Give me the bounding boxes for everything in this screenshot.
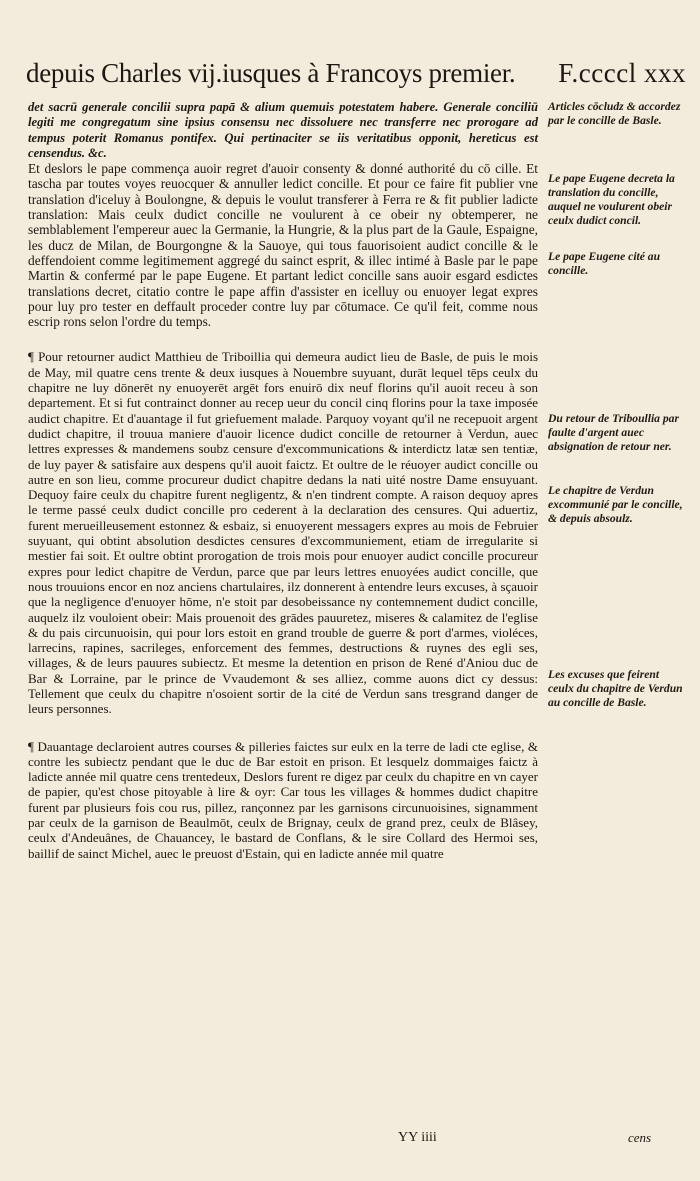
margin-note-return: Du retour de Triboullia par faulte d'argent auec absignation de retour ner. xyxy=(548,412,679,453)
signature-mark: YY iiii xyxy=(398,1130,437,1145)
paragraph-pilleries: ¶ Dauantage declaroient autres courses & pilleries faictes sur eulx en la terre de ladi cte eglise, & contre les subiectz pendant que le duc de Bar estoit en prison. Et lesquelz dommaiges faictz à ladicte année mil quatre cens trentedeux, Deslors furent re digez par ceulx du chapitre en vn cayer de papier, qu'est chose pitoyable à lire & oyr: Car tous les villages & hommes dudict chapitre furent par plusieurs fois cou rus, pillez, rançonnez par les garnisons circunuoisines, signamment par ceulx de la garnison de Beaulmōt, ceulx de Brignay, ceulx de grand prez, ceulx de Blâsey, ceulx d'Andeuânes, de Chauancey, le bastard de Conflans, & le sire Collard des Hermoi ses, baillif de sainct Michel, auec le preuost d'Estain, qui en ladicte année mil quatre xyxy=(28,738,539,861)
margin-note-excommunication: Le chapitre de Verdun excommunié par le concille, & depuis absoulz. xyxy=(548,484,683,525)
margin-note-excuses: Les excuses que feirent ceulx du chapitre de Verdun au concille de Basle. xyxy=(548,668,683,709)
latin-quotation: det sacrū generale concilii supra papā & alium quemuis potestatem habere. Generale conciliū legiti me congregatum sine ipsius consensu nec dissoluere nec transferre nec prorogare ad tempus poterit Romanus pontifex. Qui pertinaciter se iis veritatibus opponit, hereticus est censendus. &c. xyxy=(28,100,538,160)
paragraph-triboillia: ¶ Pour retourner audict Matthieu de Triboillia qui demeura audict lieu de Basle, de puis le mois de May, mil quatre cens trente & deux iusques à Nouembre suyuant, durāt lequel tēps ceulx du chapitre ne luy dōnerēt ny enuoyerēt argēt fors enuirō dix neuf florins qu'il auoit receu à son departement. Et si fut contrainct donner au recep ueur du concil cinq florins pour la taxe imposée audict chapitre. Et d'auantage il fut griefuement malade. Parquoy voyant qu'il ne recepuoit argent dudict chapitre, il trouua maniere d'auoir licence dudict concille de retourner à Verdun, auec lettres expresses & mandemens soubz censure d'excommunications & interdictz latæ sen tentiæ, de luy payer & satisfaire aux despens qu'il auoit faictz. Et oultre de le réuoyer audict concille ou autre en son lieu, comme procureur dudict chapitre dedans la nati uité nostre Dame ensuyuant. Dequoy faire ceulx du chapitre furent negligentz, & n'en tindrent compte. A raison dequoy apres le terme passé ceulx dudict concille pro cederent à la declaration des censures. Qui aduertiz, furent merueilleusement estonnez & esbaiz, si enuoyerent messagers expres au mois de Februier suyuant, qui obtint absolution desdictes censures d'excommuniement, etiam de irregularite si mestier fai soit. Et oultre obtint prorogation de trois mois pour enuoyer audict concille procureur expres pour ledict chapitre de Verdun, parce que par leurs lettres enuoyées audict concille, que nous trouuions encor en noz anciens chartulaires, ilz donnerent à entendre leurs excuses, à sçauoir que la negligence d'enuoyer hōme, n'e stoit par desobeissance ny contemnement dudict concille, auquelz ilz vouloient obeir: Mais prouenoit des grādes pauuretez, miseres & calamitez de l'eglise & du pais circunuoisin, qui pour lors estoit en grand trouble de guerre & port d'armes, violéces, larrecins, rapines, sacrileges, enforcement des femmes, destructions & ruynes des egli ses, villages, & de leurs pauures subiectz. Et mesme la detention en prison de René d'Aniou duc de Bar & Lorraine, par le prince de Vvaudemont & ses alliez, comme auons dict cy dessus: Tellement que ceulx du chapitre n'osoient sortir de la cité de Verdun sans tresgrand danger de leurs personnes. xyxy=(28,349,538,717)
main-text-column xyxy=(28,100,538,861)
folio-number: F.ccccl xxx xyxy=(558,58,686,88)
running-title: depuis Charles vij.iusques à Francoys premier. xyxy=(26,58,516,88)
paragraph-papal-translation: Et deslors le pape commença auoir regret d'auoir consenty & donné authorité du cō cille. Et tascha par toutes voyes reuocquer & annuller ledict concille. Et pour ce faire fit publier vne translation d'iceluy à Boulongne, & depuis le voulut transferer à Ferra re & fit publier ladicte translation: Mais ceulx dudict concille ne voulurent à ce obeir ny obtemperer, ne semblablement l'empereur auec la Germanie, la Hungrie, & la plus part de la Gaule, Espaigne, les ducz de Milan, de Bourgongne & la Sauoye, qui tous fauorisoient audict concille & le deffendoient comme legitimement aggregé du sainct esprit, & illec intimé à Basle par le pape Martin & confermé par le pape Eugene. Et partant ledict concille sans auoir esgard esdictes translations decret, citatio contre le pape affin d'assister en icelluy ou enuoyer legat expres pour luy pro tester en deffault proceder contre luy par cōtumace. Ce qu'il feit, comme nous escrip rons selon l'ordre du temps. xyxy=(28,161,538,330)
margin-note-translation: Le pape Eugene decreta la translation du concille, auquel ne voulurent obeir ceulx dudict concil. xyxy=(548,172,675,227)
margin-note-pope-cited: Le pape Eugene cité au concille. xyxy=(548,250,661,277)
running-header xyxy=(26,56,686,90)
margin-note-articles: Articles cōcludz & accordez par le concille de Basle. xyxy=(548,100,681,127)
catchword: cens xyxy=(628,1130,652,1145)
